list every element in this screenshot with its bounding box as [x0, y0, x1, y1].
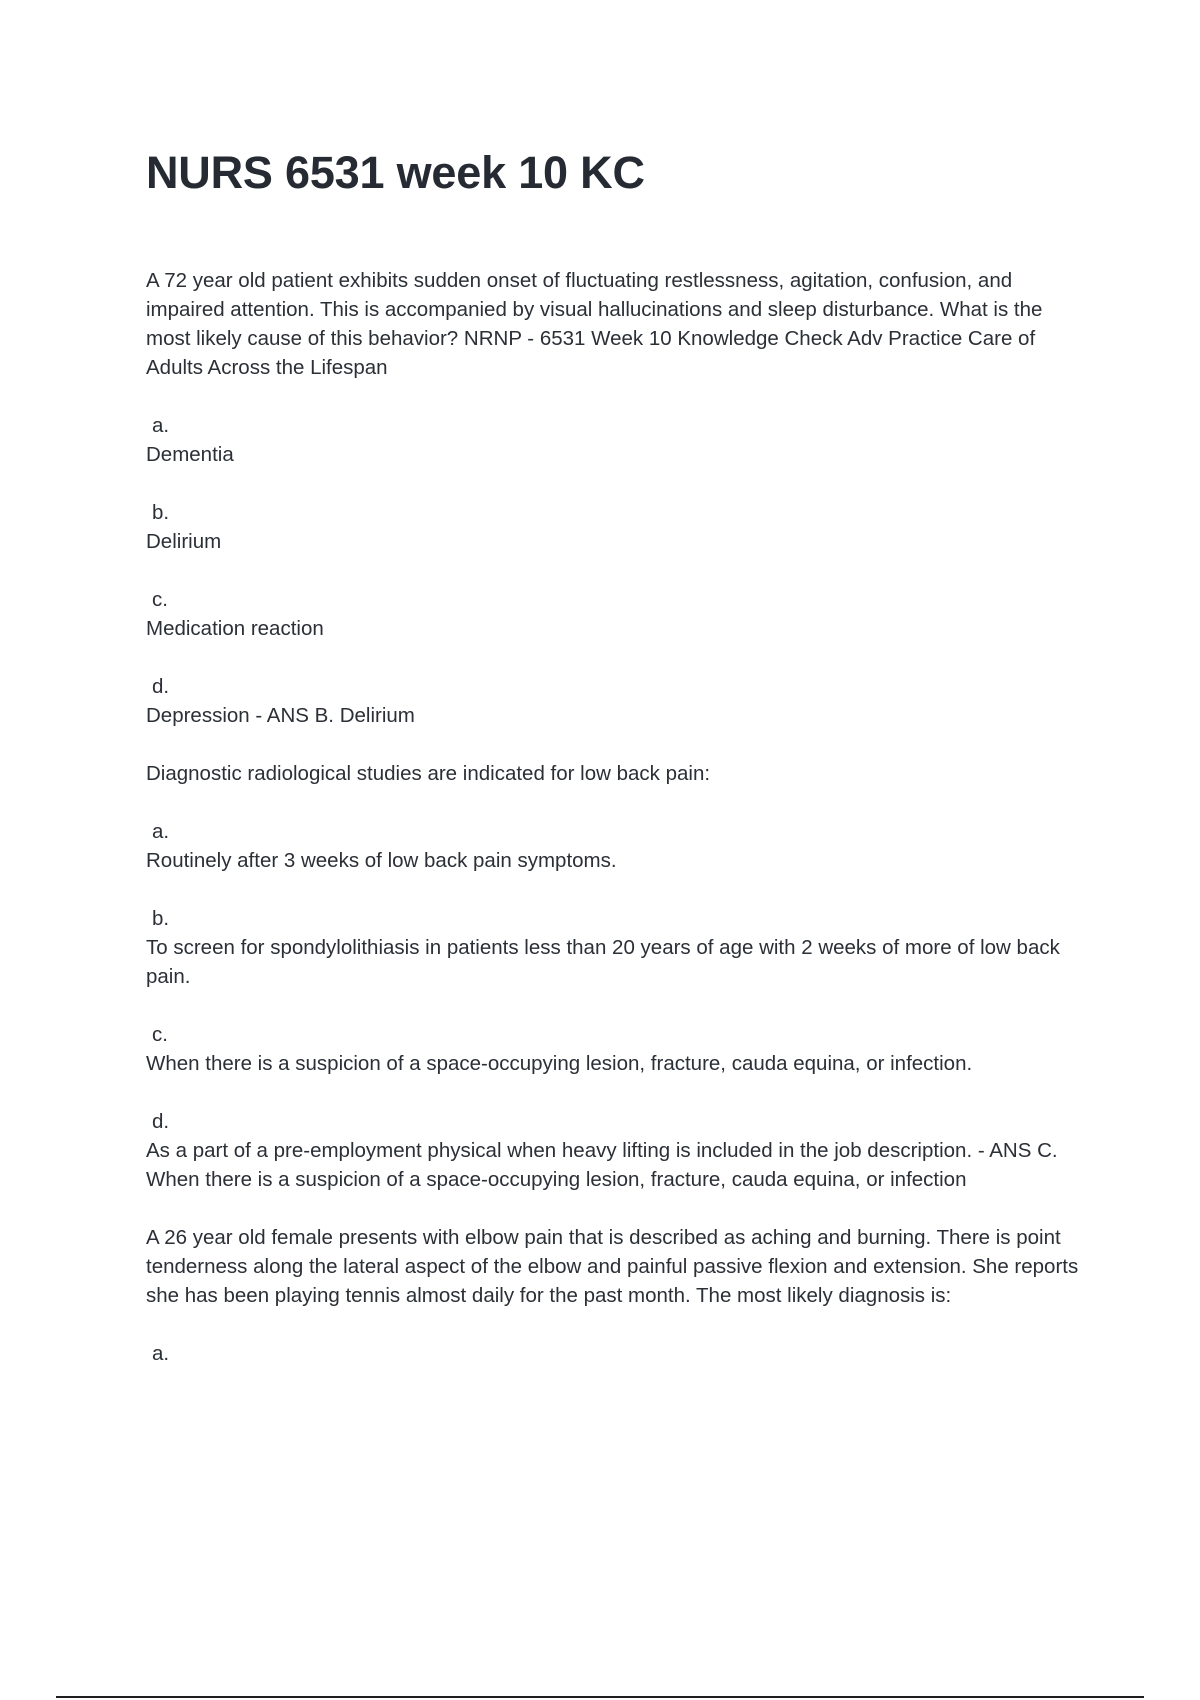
- question-text: Diagnostic radiological studies are indicated for low back pain:: [146, 762, 711, 785]
- option-letter: b.: [152, 907, 170, 930]
- answer-option: [146, 817, 1091, 875]
- page-title: NURS 6531 week 10 KC: [146, 147, 645, 198]
- option-text: Routinely after 3 weeks of low back pain symptoms.: [146, 849, 617, 872]
- option-text-with-answer: As a part of a pre-employment physical when heavy lifting is included in the job description. - ANS C. When there is a suspicion of a space-occupying lesion, fracture, cauda equina, or infection: [146, 1139, 1058, 1191]
- option-text: When there is a suspicion of a space-occupying lesion, fracture, cauda equina, or infection.: [146, 1052, 973, 1075]
- footer-divider: [56, 1696, 1144, 1698]
- option-letter: a.: [152, 1342, 170, 1365]
- answer-option: [146, 672, 1091, 730]
- option-text: To screen for spondylolithiasis in patients less than 20 years of age with 2 weeks of more of low back pain.: [146, 936, 1060, 988]
- answer-option: [146, 1020, 1091, 1078]
- option-letter: d.: [152, 675, 170, 698]
- option-letter: a.: [152, 414, 170, 437]
- question-text: A 72 year old patient exhibits sudden onset of fluctuating restlessness, agitation, confusion, and impaired attention. This is accompanied by visual hallucinations and sleep disturbance. What is the most likely cause of this behavior? NRNP - 6531 Week 10 Knowledge Check Adv Practice Care of Adults Across the Lifespan: [146, 269, 1043, 379]
- answer-option: [146, 498, 1091, 556]
- option-text-with-answer: Depression - ANS B. Delirium: [146, 704, 415, 727]
- answer-option: [146, 585, 1091, 643]
- option-letter: a.: [152, 820, 170, 843]
- option-text: Dementia: [146, 443, 234, 466]
- answer-option: [146, 1107, 1091, 1194]
- answer-option: [146, 1339, 1091, 1368]
- document-body: [146, 266, 1091, 1368]
- option-letter: d.: [152, 1110, 170, 1133]
- option-letter: c.: [152, 588, 168, 611]
- option-letter: c.: [152, 1023, 168, 1046]
- answer-option: [146, 904, 1091, 991]
- option-letter: b.: [152, 501, 170, 524]
- question-text: A 26 year old female presents with elbow pain that is described as aching and burning. There is point tenderness along the lateral aspect of the elbow and painful passive flexion and extension. She reports she has been playing tennis almost daily for the past month. The most likely diagnosis is:: [146, 1226, 1079, 1307]
- answer-option: [146, 411, 1091, 469]
- option-text: Delirium: [146, 530, 222, 553]
- option-text: Medication reaction: [146, 617, 324, 640]
